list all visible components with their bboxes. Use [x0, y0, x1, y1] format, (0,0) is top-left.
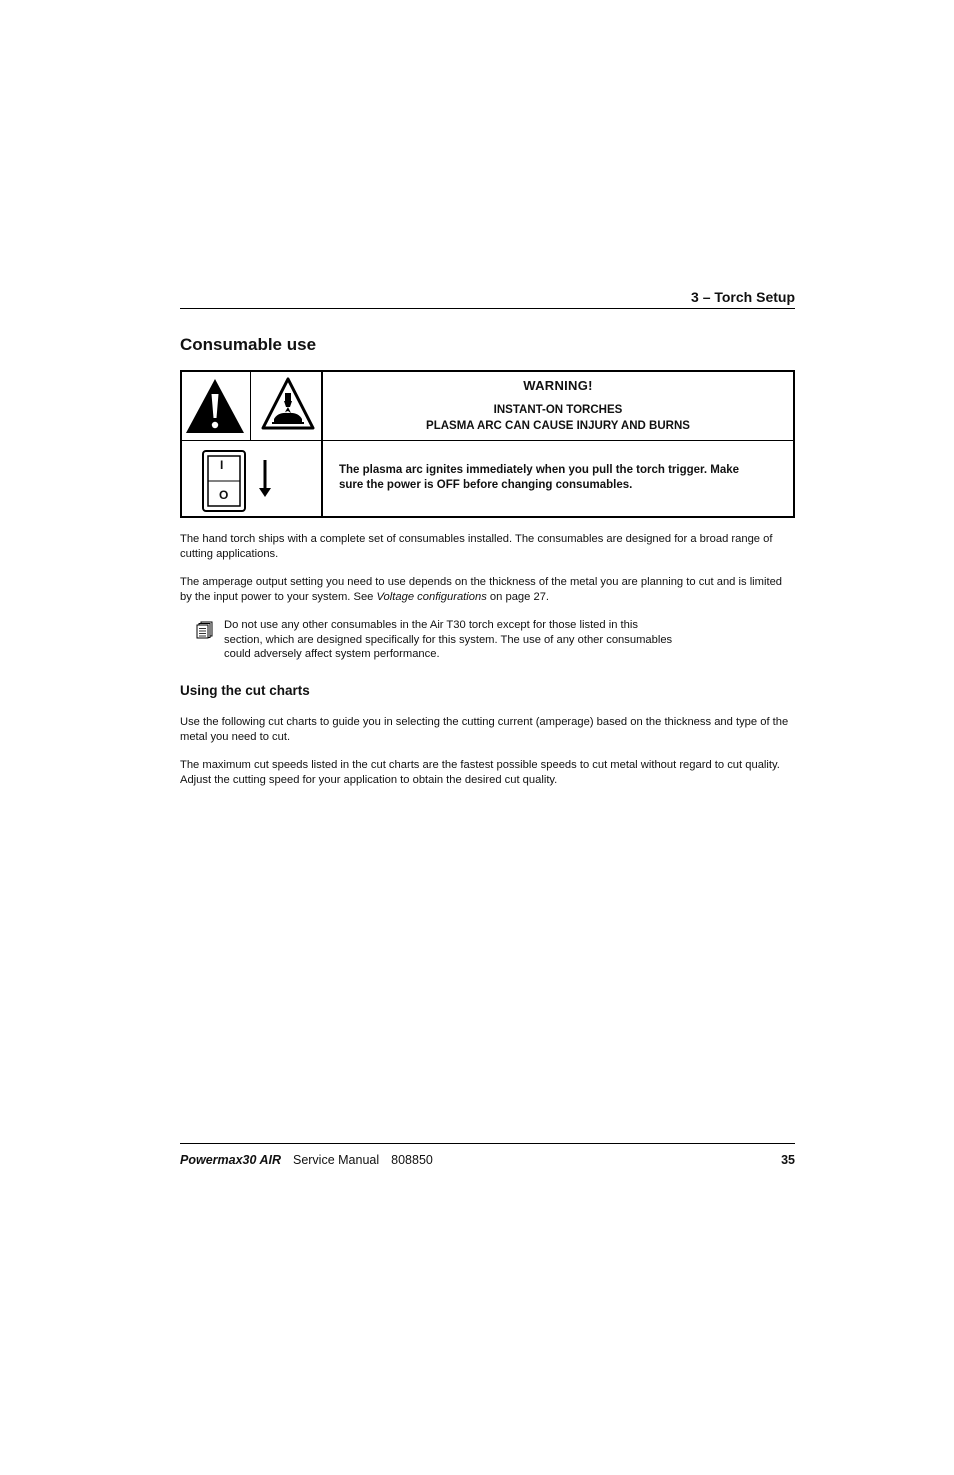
power-switch-graphic [202, 450, 274, 512]
note-text [224, 618, 684, 662]
paragraph-cut-speeds: The maximum cut speeds listed in the cut charts are the fastest possible speeds to cut metal without regard to cut quality. Adjust the cutting speed for your application to obtain the desired cut quality. [180, 759, 780, 786]
switch-off-label: O [219, 488, 229, 502]
arrow-down-icon [259, 460, 271, 497]
note-line: Do not use any other consumables in the Air T30 torch except for those listed in this [224, 619, 638, 631]
header-divider [180, 308, 795, 309]
warning-divider-vertical [321, 372, 323, 518]
note-pages-icon [196, 621, 214, 639]
warning-box [180, 370, 795, 518]
exclamation-triangle-icon [184, 376, 246, 436]
warning-body-line: The plasma arc ignites immediately when you pull the torch trigger. Make [339, 464, 740, 476]
warning-body [339, 463, 779, 492]
warning-body-line: sure the power is OFF before changing consumables. [339, 478, 633, 491]
footer-part-number: 808850 [391, 1153, 433, 1167]
torch-hazard-icon [260, 376, 316, 432]
subsection-title: Using the cut charts [180, 683, 310, 698]
paragraph-text: The amperage output setting you need to use depends on the thickness of the metal you are planning to cut and is limited by the input power to your system. See [180, 576, 783, 603]
section-title: Consumable use [180, 335, 317, 354]
warning-subheading-line: INSTANT-ON TORCHES [493, 404, 623, 416]
cross-reference-link[interactable]: Voltage configurations [376, 590, 487, 603]
footer-divider [180, 1143, 795, 1144]
warning-heading: WARNING! [523, 378, 593, 393]
warning-divider-vertical [250, 372, 251, 440]
paragraph-cut-charts: Use the following cut charts to guide you in selecting the cutting current (amperage) based on the thickness and type of the metal you need to cut. [180, 716, 789, 743]
page-number: 35 [781, 1153, 795, 1167]
note-line: section, which are designed specifically for this system. The use of any other consumables [224, 633, 673, 646]
paragraph-text: on page 27. [486, 590, 550, 603]
footer-product: Powermax30 AIR [180, 1153, 281, 1167]
warning-subheading-line: PLASMA ARC CAN CAUSE INJURY AND BURNS [426, 420, 690, 432]
warning-subheading [323, 402, 793, 434]
warning-divider-horizontal [182, 440, 793, 441]
footer-manual: Service Manual [292, 1153, 380, 1167]
paragraph-intro: The hand torch ships with a complete set of consumables installed. The consumables are designed for a broad range of cutting applications. [180, 533, 773, 560]
paragraph-amperage [180, 575, 795, 604]
footer-info [180, 1153, 433, 1167]
chapter-header: 3 – Torch Setup [691, 289, 795, 305]
note-line: could adversely affect system performance. [224, 648, 440, 660]
power-switch-icon [202, 450, 274, 512]
switch-on-label: I [220, 458, 224, 472]
